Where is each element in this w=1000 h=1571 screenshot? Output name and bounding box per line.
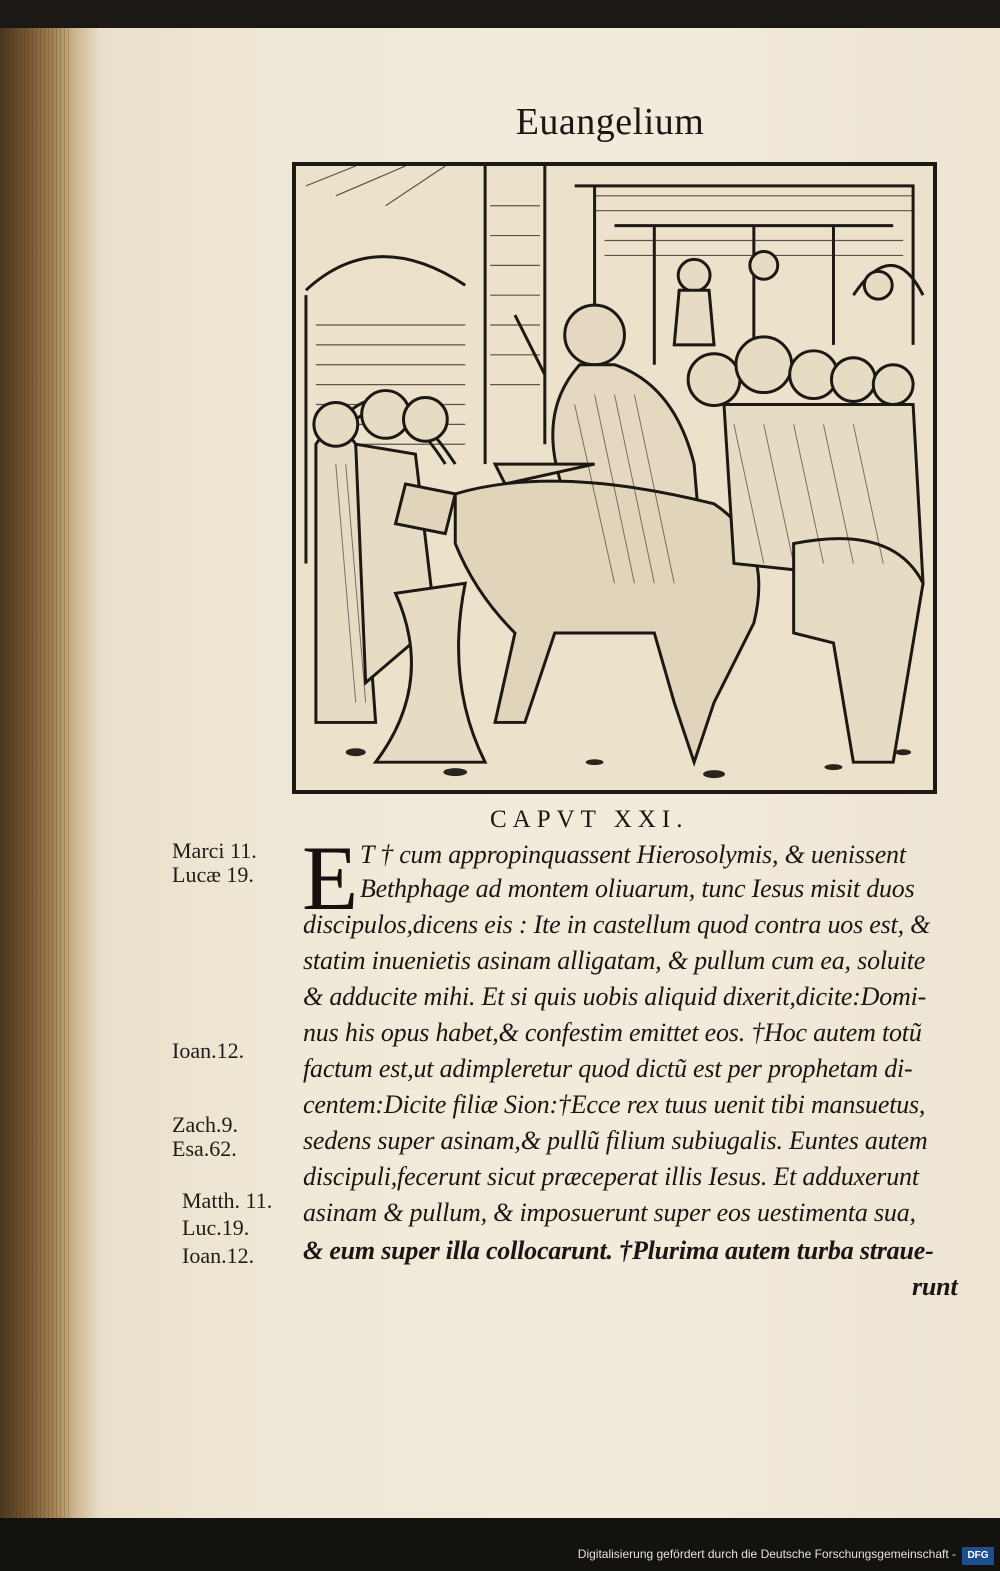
catchword: runt bbox=[912, 1272, 958, 1301]
body-line: factum est,ut adimpleretur quod dictũ est per prophetam di- bbox=[303, 1054, 913, 1083]
funding-credit: Digitalisierung gefördert durch die Deutsche Forschungsgemeinschaft - bbox=[577, 1547, 956, 1561]
body-line: & eum super illa collocarunt. †Plurima autem turba straue- bbox=[303, 1236, 934, 1265]
body-line: statim inuenietis asinam alligatam, & pullum cum ea, soluite bbox=[303, 946, 926, 975]
margin-note: Ioan.12. bbox=[172, 1038, 245, 1063]
body-line: centem:Dicite filiæ Sion:†Ecce rex tuus uenit tibi mansuetus, bbox=[303, 1090, 926, 1119]
drop-cap-initial: E bbox=[302, 827, 359, 929]
body-line: discipulos,dicens eis : Ite in castellum quod contra uos est, & bbox=[303, 910, 931, 939]
margin-note: Matth. 11. bbox=[182, 1188, 273, 1213]
body-line: nus his opus habet,& confestim emittet eos. †Hoc autem totũ bbox=[303, 1018, 922, 1047]
margin-note: Esa.62. bbox=[172, 1136, 237, 1161]
body-line: discipuli,fecerunt sicut præceperat illis Iesus. Et adduxerunt bbox=[303, 1162, 919, 1191]
margin-note: Marci 11. bbox=[172, 838, 257, 863]
body-line: asinam & pullum, & imposuerunt super eos uestimenta sua, bbox=[303, 1198, 916, 1227]
dfg-logo: DFG bbox=[962, 1547, 994, 1565]
body-line: & adducite mihi. Et si quis uobis aliquid dixerit,dicite:Domi- bbox=[303, 982, 927, 1011]
woodcut-entry-into-jerusalem bbox=[296, 166, 933, 790]
margin-note: Luc.19. bbox=[182, 1215, 250, 1240]
body-line: sedens super asinam,& pullũ filium subiugalis. Euntes autem bbox=[303, 1126, 928, 1155]
running-head: Euangelium bbox=[515, 101, 705, 143]
margin-note: Lucæ 19. bbox=[172, 862, 254, 887]
page-edge-stack bbox=[0, 28, 70, 1518]
margin-note: Ioan.12. bbox=[182, 1243, 255, 1268]
chapter-heading: CAPVT XXI. bbox=[490, 806, 689, 833]
footer-bar bbox=[0, 1518, 1000, 1571]
margin-note: Zach.9. bbox=[172, 1112, 238, 1137]
woodcut-illustration bbox=[292, 162, 937, 794]
body-line: Bethphage ad montem oliuarum, tunc Iesus misit duos bbox=[360, 874, 915, 903]
body-line: T † cum appropinquassent Hierosolymis, & uenissent bbox=[360, 840, 906, 869]
